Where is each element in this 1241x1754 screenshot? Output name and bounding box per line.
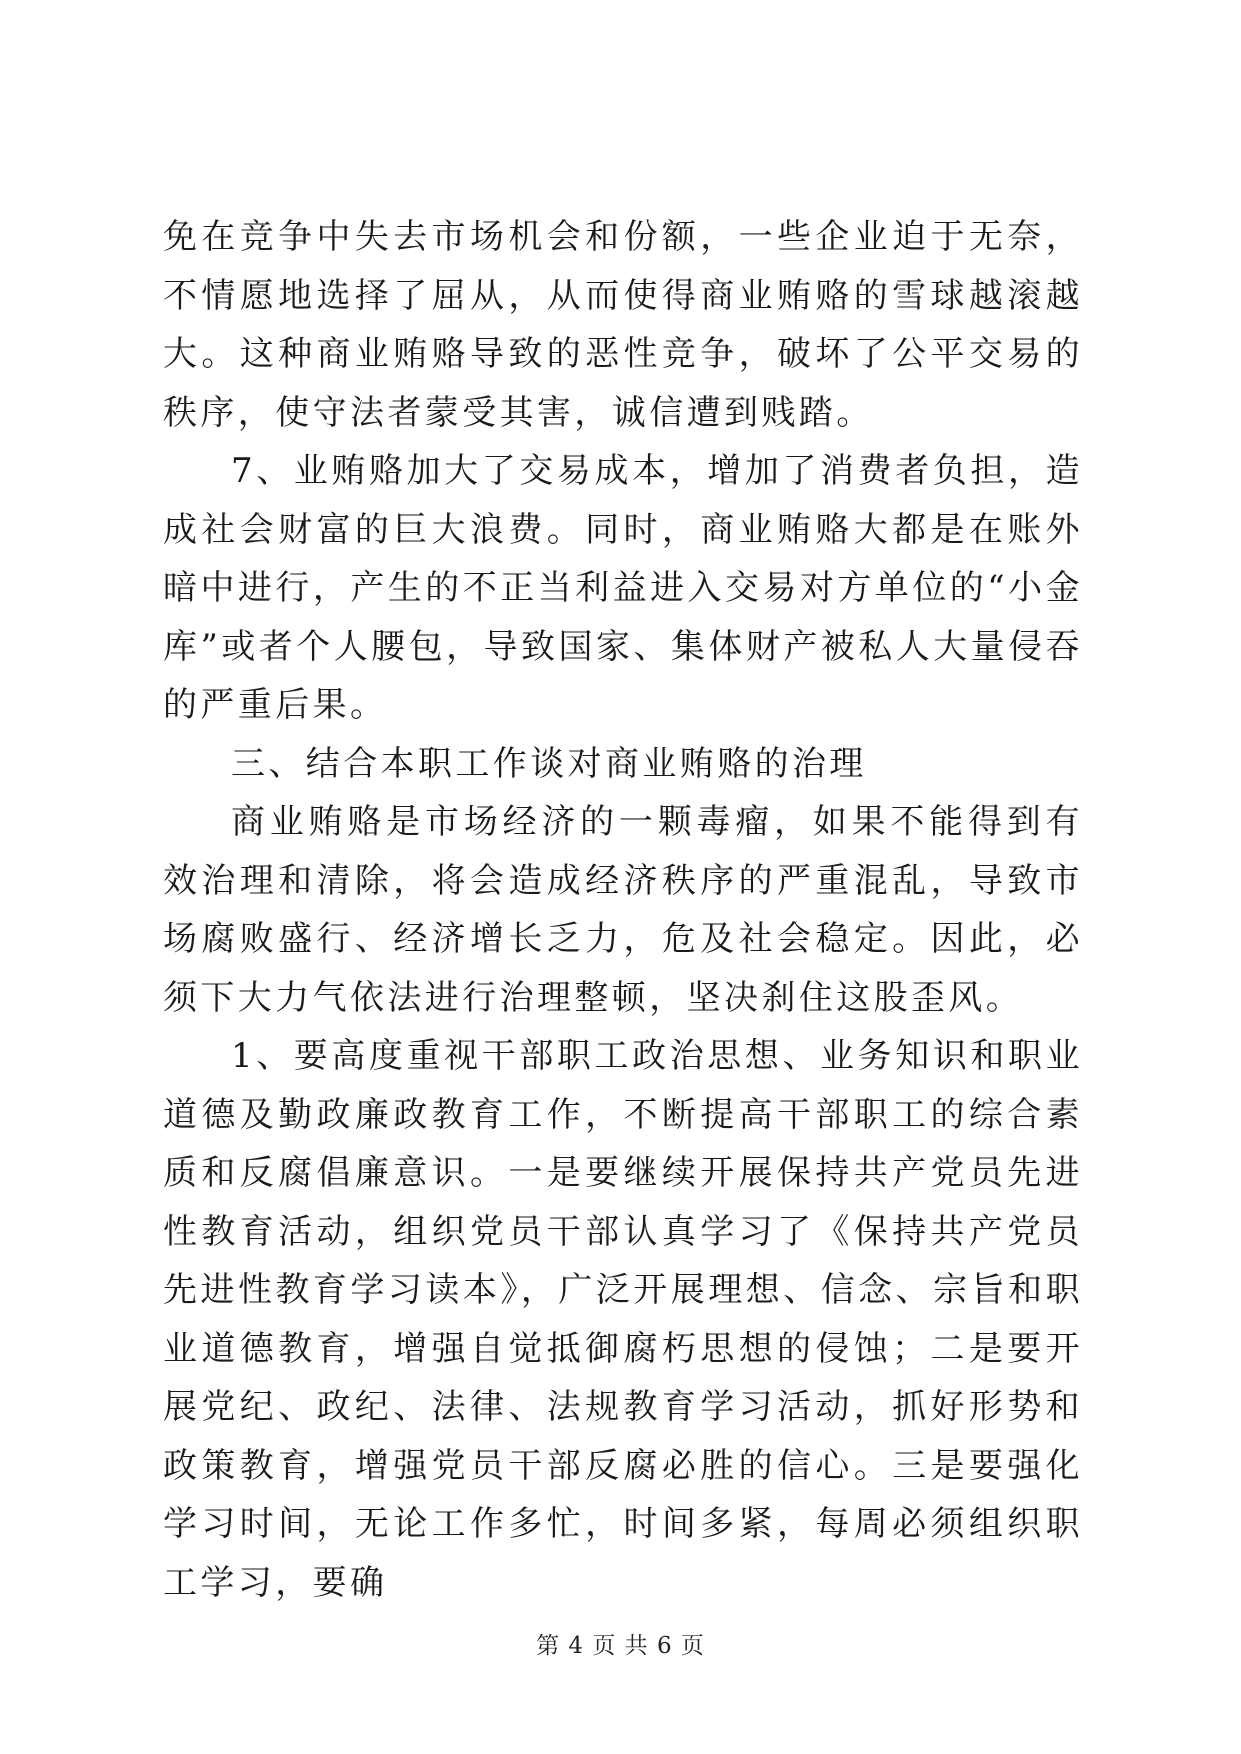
paragraph-continuation: 免在竞争中失去市场机会和份额，一些企业迫于无奈，不情愿地选择了屈从，从而使得商业贿赂的雪球越滚越大。这种商业贿赂导致的恶性竞争，破坏了公平交易的秩序，使守法者蒙受其害，诚信遭到贱踏。 — [163, 217, 1083, 433]
document-body — [163, 208, 1083, 1612]
paragraph-item-7: 7、业贿赂加大了交易成本，增加了消费者负担，造成社会财富的巨大浪费。同时，商业贿赂大都是在账外暗中进行，产生的不正当利益进入交易对方单位的“小金库”或者个人腰包，导致国家、集体财产被私人大量侵吞的严重后果。 — [163, 451, 1083, 725]
section-heading-3: 三、结合本职工作谈对商业贿赂的治理 — [231, 743, 867, 784]
page-number-footer: 第 4 页 共 6 页 — [536, 1633, 705, 1659]
paragraph-item-1: 1、要高度重视干部职工政治思想、业务知识和职业道德及勤政廉政教育工作，不断提高干部职工的综合素质和反腐倡廉意识。一是要继续开展保持共产党员先进性教育活动，组织党员干部认真学习了《保持共产党员先进性教育学习读本》，广泛开展理想、信念、宗旨和职业道德教育，增强自觉抵御腐朽思想的侵蚀；二是要开展党纪、政纪、法律、法规教育学习活动，抓好形势和政策教育，增强党员干部反腐必胜的信心。三是要强化学习时间，无论工作多忙，时间多紧，每周必须组织职工学习，要确 — [163, 1036, 1083, 1603]
paragraph-intro: 商业贿赂是市场经济的一颗毒瘤，如果不能得到有效治理和清除，将会造成经济秩序的严重混乱，导致市场腐败盛行、经济增长乏力，危及社会稳定。因此，必须下大力气依法进行治理整顿，坚决刹住这股歪风。 — [163, 802, 1083, 1018]
